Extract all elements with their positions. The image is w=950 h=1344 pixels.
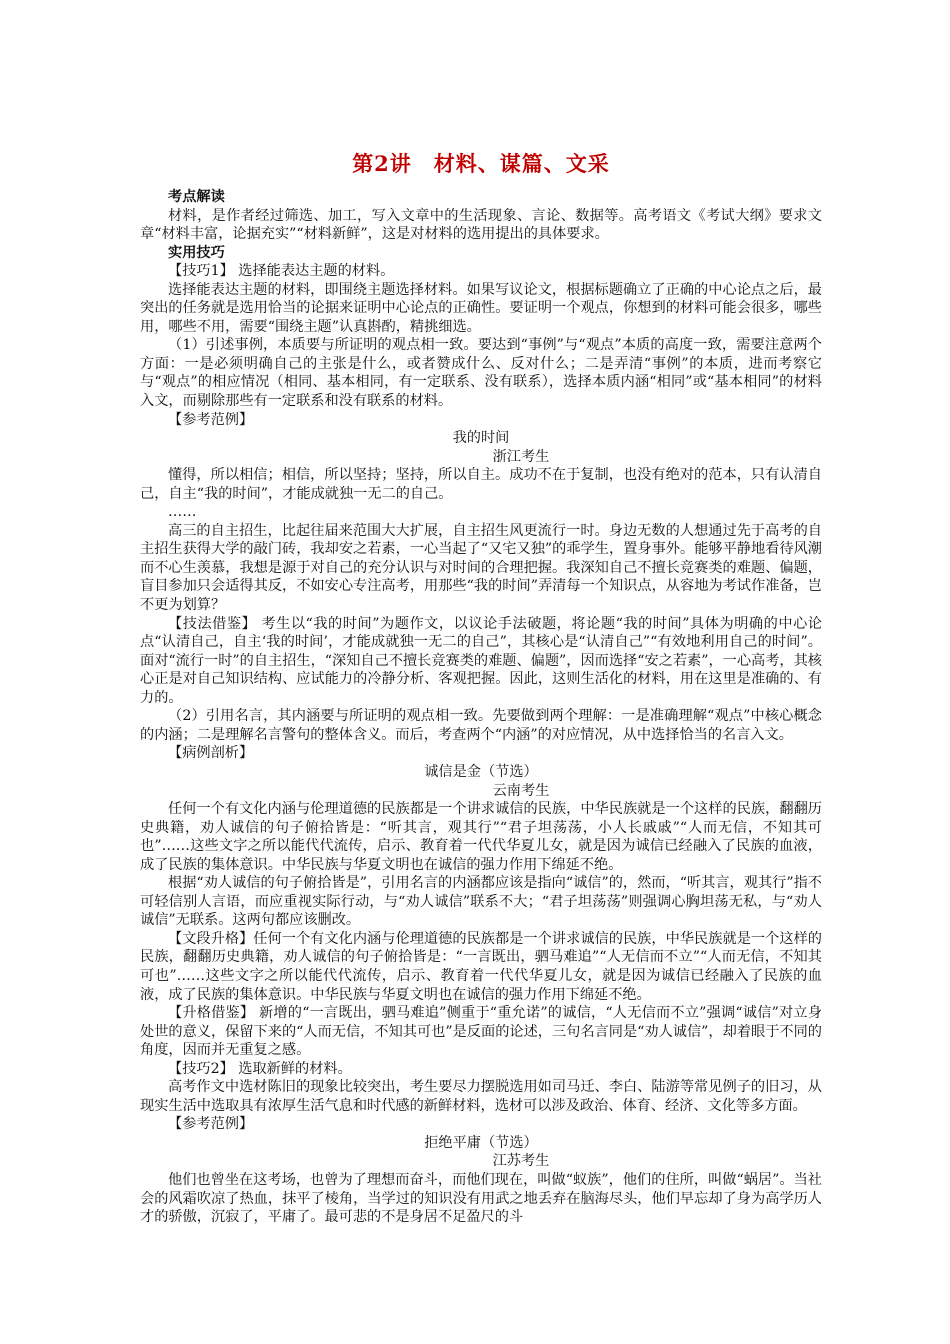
page-title: 第2讲 材料、谋篇、文采: [352, 151, 610, 176]
paragraph: （1）引述事例，本质要与所证明的观点相一致。要达到“事例”与“观点”本质的高度一致，需要注意两个方面：一是必须明确自己的主张是什么，或者赞成什么、反对什么；二是弄清“事例”的本质，进而考察它与“观点”的相应情况（相同、基本相同，有一定联系、没有联系），选择本质内涵“相同”或“基本相同”的材料入文，而剔除那些有一定联系和没有联系的材料。: [140, 337, 822, 410]
paragraph: （2）引用名言，其内涵要与所证明的观点相一致。先要做到两个理解：一是准确理解“观点”中核心概念的内涵；二是理解名言警句的整体含义。而后，考查两个“内涵”的对应情况，从中选择恰当的名言入文。: [140, 708, 822, 743]
paragraph: 【技巧1】 选择能表达主题的材料。: [168, 263, 395, 280]
paragraph: 【技法借鉴】 考生以“我的时间”为题作文，以议论手法破题，将论题“我的时间”具体为明确的中心论点“认清自己，自主‘我的时间’，才能成就独一无二的自己”，其核心是“认清自己”“有效地利用自己的时间”。面对“流行一时”的自主招生，“深知自己不擅长竞赛类的难题、偏题”，因而选择“安之若素”，一心高考，其核心正是对自己知识结构、应试能力的冷静分析、客观把握。因此，这则生活化的材料，用在这里是准确的、有力的。: [140, 615, 822, 706]
paragraph: 他们也曾坐在这考场，也曾为了理想而奋斗，而他们现在，叫做“蚁族”，他们的住所，叫做“蜗居”。当社会的风霜吹凉了热血，抹平了棱角，当学过的知识没有用武之地丢弃在脑海尽头，他们早忘却了身为高学历人才的骄傲，沉寂了，平庸了。最可悲的不是身居不足盈尺的斗: [140, 1171, 822, 1226]
paragraph: 材料，是作者经过筛选、加工，写入文章中的生活现象、言论、数据等。高考语文《考试大纲》要求文章“材料丰富，论据充实”“材料新鲜”，这是对材料的选用提出的具体要求。: [140, 207, 822, 243]
article-title: 拒绝平庸（节选）: [424, 1134, 538, 1151]
article-author: 云南考生: [492, 782, 550, 799]
paragraph: 高三的自主招生，比起往届来范围大大扩展，自主招生风更流行一时。身边无数的人想通过先于高考的自主招生获得大学的敲门砖，我却安之若素，一心当起了“又宅又独”的乖学生，置身事外。能够平静地看待风潮而不心生羡慕，我想是源于对自己的充分认识与对时间的合理把握。我深知自己不擅长竞赛类的难题、偏题，盲目参加只会适得其反，不如安心专注高考，用那些“我的时间”弄清每一个知识点，从容地为考试作准备，岂不更为划算？: [140, 522, 822, 614]
paragraph: 选择能表达主题的材料，即围绕主题选择材料。如果写议论文，根据标题确立了正确的中心论点之后，最突出的任务就是选用恰当的论据来证明中心论点的正确性。要证明一个观点，你想到的材料可能会很多，哪些用，哪些不用，需要“围绕主题”认真斟酌，精挑细选。: [140, 281, 822, 335]
article-author: 浙江考生: [492, 448, 550, 465]
paragraph: 任何一个有文化内涵与伦理道德的民族都是一个讲求诚信的民族，中华民族就是一个这样的民族，翻翻历史典籍，劝人诚信的句子俯拾皆是：“听其言，观其行”“君子坦荡荡，小人长戚戚”“人而无信，不知其可也”……这些文字之所以能代代流传，启示、教育着一代代华夏儿女，就是因为诚信已经融入了民族的血液，成了民族的集体意识。中华民族与华夏文明也在诚信的强力作用下绵延不绝。: [140, 801, 822, 873]
paragraph: 高考作文中选材陈旧的现象比较突出，考生要尽力摆脱选用如司马迁、李白、陆游等常见例子的旧习，从现实生活中选取具有浓厚生活气息和时代感的新鲜材料，选材可以涉及政治、体育、经济、文化等多方面。: [140, 1079, 822, 1114]
paragraph: 【参考范例】: [168, 411, 254, 428]
paragraph: 根据“劝人诚信的句子俯拾皆是”，引用名言的内涵都应该是指向“诚信”的，然而，“听其言，观其行”指不可轻信别人言语，而应重视实际行动，与“劝人诚信”联系不大；“君子坦荡荡”则强调心胸坦荡无私，与“劝人诚信”无联系。这两句都应该删改。: [140, 875, 822, 929]
paragraph: 【文段升格】任何一个有文化内涵与伦理道德的民族都是一个讲求诚信的民族，中华民族就是一个这样的民族，翻翻历史典籍，劝人诚信的句子俯拾皆是：“一言既出，驷马难追”“人无信而不立”“人而无信，不知其可也”……这些文字之所以能代代流传，启示、教育着一代代华夏儿女，就是因为诚信已经融入了民族的血液，成了民族的集体意识。中华民族与华夏文明也在诚信的强力作用下绵延不绝。: [140, 930, 822, 1003]
paragraph: 【技巧2】 选取新鲜的材料。: [168, 1060, 352, 1077]
article-title: 我的时间: [452, 430, 510, 447]
paragraph: 【参考范例】: [168, 1116, 254, 1133]
paragraph: 懂得，所以相信；相信，所以坚持；坚持，所以自主。成功不在于复制，也没有绝对的范本，只有认清自己，自主“我的时间”，才能成就独一无二的自己。: [140, 467, 822, 502]
document-body: [140, 188, 822, 1227]
article-title: 诚信是金（节选）: [424, 763, 538, 780]
section-heading: 实用技巧: [168, 244, 225, 261]
paragraph: 【升格借鉴】 新增的“一言既出，驷马难追”侧重于“重允诺”的诚信，“人无信而不立”强调“诚信”对立身处世的意义，保留下来的“人而无信，不知其可也”是反面的论述，三句名言同是“劝人诚信”，却着眼于不同的角度，因而并无重复之感。: [140, 1005, 822, 1059]
paragraph: 【病例剖析】: [168, 745, 254, 762]
paragraph: ……: [168, 504, 197, 521]
article-author: 江苏考生: [492, 1153, 550, 1170]
section-heading: 考点解读: [168, 189, 225, 205]
